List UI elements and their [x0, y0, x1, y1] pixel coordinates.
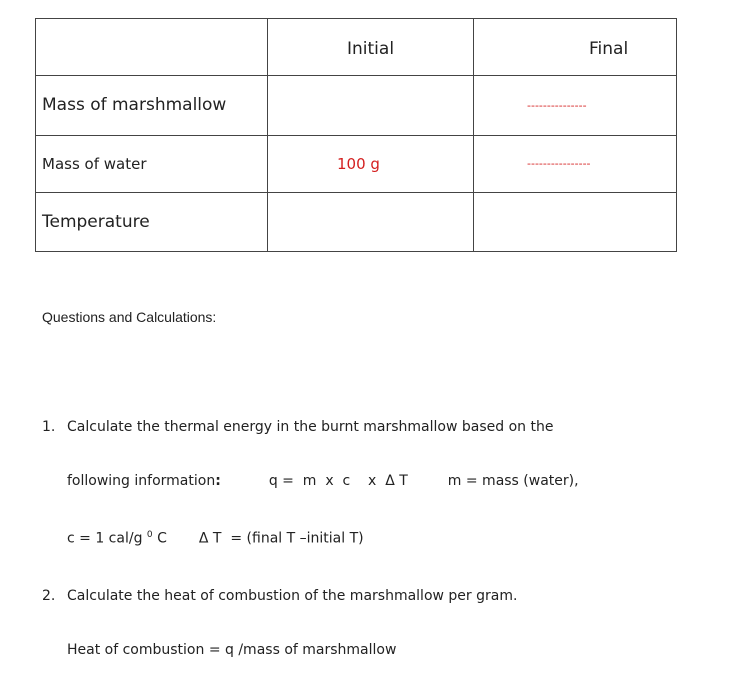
- question-1-c-unit: C: [152, 530, 167, 547]
- question-1: [42, 382, 579, 566]
- question-2-line2: Heat of combustion = q /mass of marshmallow: [67, 642, 397, 658]
- header-initial: Initial: [347, 39, 395, 59]
- question-2: [42, 551, 517, 677]
- question-1-c-def: c = 1 cal/g: [67, 530, 143, 547]
- question-2-number: 2.: [42, 588, 56, 604]
- header-empty-cell: [35, 18, 267, 75]
- question-1-number: 1.: [42, 419, 56, 435]
- table-rule: [676, 18, 677, 252]
- question-1-formula: q = m x c x Δ T: [268, 473, 408, 489]
- row-label-mass-marshmallow: Mass of marshmallow: [42, 95, 227, 115]
- question-1-info-label: following information: [67, 473, 216, 489]
- cell-final-mass-marshmallow: ---------------: [527, 98, 587, 112]
- row-label-mass-water: Mass of water: [42, 154, 147, 173]
- question-1-delta-t: Δ T = (final T –initial T): [198, 530, 364, 547]
- cell-initial-temperature[interactable]: [268, 192, 473, 251]
- questions-heading: Questions and Calculations:: [42, 309, 217, 325]
- question-1-colon: :: [215, 473, 221, 489]
- question-1-degree: 0: [146, 530, 153, 540]
- cell-initial-mass-marshmallow[interactable]: [268, 75, 473, 135]
- cell-initial-mass-water: 100 g: [337, 154, 380, 173]
- data-table: [35, 18, 677, 252]
- cell-final-temperature[interactable]: [474, 192, 676, 251]
- table-rule: [35, 251, 677, 252]
- cell-final-mass-water: ----------------: [527, 157, 591, 170]
- header-final: Final: [589, 39, 629, 59]
- question-1-mass-def: m = mass (water),: [447, 473, 579, 489]
- question-1-line1: Calculate the thermal energy in the burnt marshmallow based on the: [67, 419, 554, 435]
- row-label-temperature: Temperature: [42, 211, 150, 232]
- question-2-line1: Calculate the heat of combustion of the marshmallow per gram.: [67, 588, 518, 604]
